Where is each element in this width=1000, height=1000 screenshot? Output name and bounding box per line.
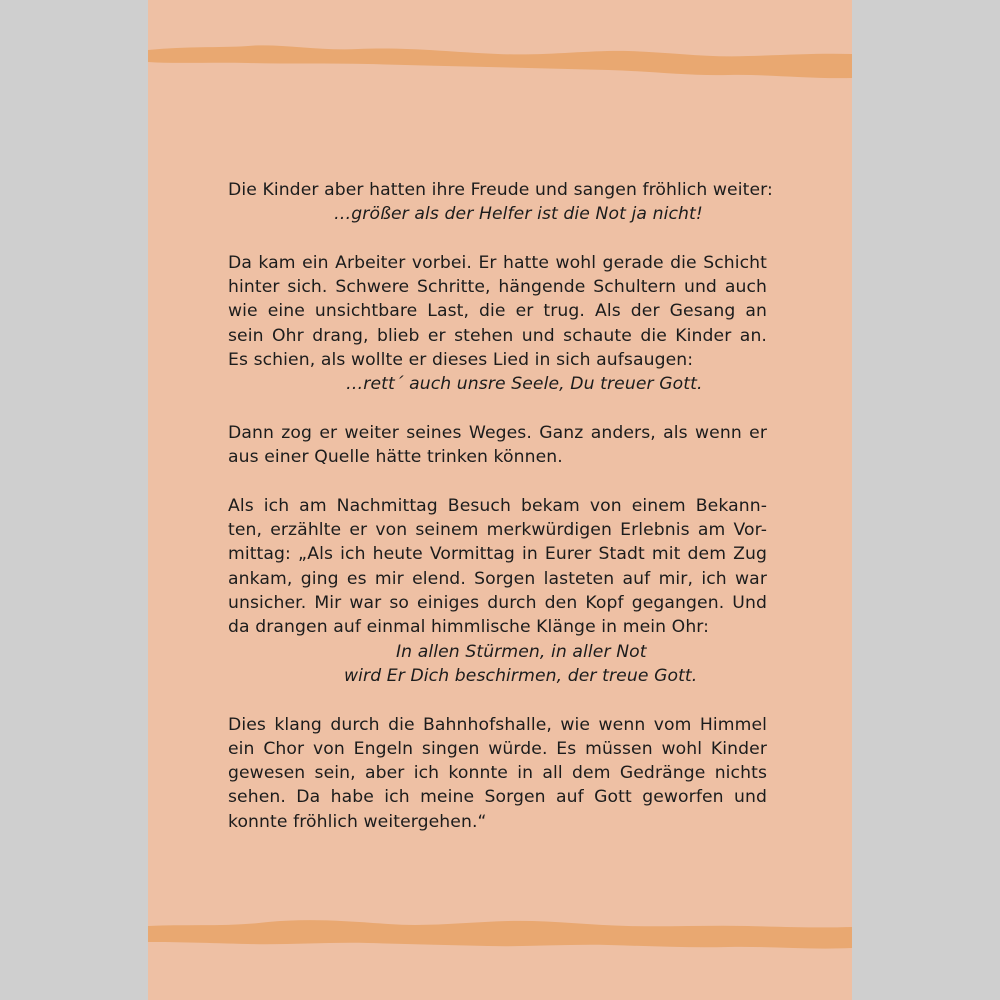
- top-wave-decoration: [148, 40, 852, 84]
- paragraph-1: [228, 178, 773, 227]
- text-line: ten, erzählte er von seinem merkwürdigen Erlebnis am Vor-: [228, 520, 767, 541]
- text-line: sein Ohr drang, blieb er stehen und schaute die Kinder an.: [228, 325, 767, 346]
- paragraph-5: [228, 713, 767, 834]
- text-line: konnte fröhlich weitergehen.“: [228, 811, 487, 832]
- text-line: mittag: „Als ich heute Vormittag in Eurer Stadt mit dem Zug: [228, 544, 767, 565]
- story-text: [228, 178, 773, 858]
- verse-line: In allen Stürmen, in aller Not: [396, 641, 647, 662]
- text-line: hinter sich. Schwere Schritte, hängende Schultern und auch: [228, 277, 767, 298]
- text-line: Die Kinder aber hatten ihre Freude und sangen fröhlich weiter:: [228, 180, 773, 200]
- text-line: ein Chor von Engeln singen würde. Es müssen wohl Kinder: [228, 738, 767, 759]
- verse-line: …rett´ auch unsre Seele, Du treuer Gott.: [346, 374, 703, 395]
- text-line: da drangen auf einmal himmlische Klänge in mein Ohr:: [228, 617, 710, 638]
- book-page: [148, 0, 852, 1000]
- verse-line: …größer als der Helfer ist die Not ja nicht!: [334, 204, 703, 225]
- text-line: Dann zog er weiter seines Weges. Ganz anders, als wenn er: [228, 422, 767, 443]
- text-line: unsicher. Mir war so einiges durch den Kopf gegangen. Und: [228, 593, 767, 614]
- top-wave-shape: [148, 45, 852, 78]
- text-line: Es schien, als wollte er dieses Lied in sich aufsaugen:: [228, 350, 694, 371]
- text-line: aus einer Quelle hätte trinken können.: [228, 447, 563, 468]
- text-line: Dies klang durch die Bahnhofshalle, wie wenn vom Himmel: [228, 714, 767, 735]
- paragraph-3: [228, 421, 767, 470]
- text-line: gewesen sein, aber ich konnte in all dem Gedränge nichts: [228, 763, 767, 784]
- paragraph-4: [228, 494, 767, 688]
- verse-line: wird Er Dich beschirmen, der treue Gott.: [344, 665, 698, 686]
- paragraph-2: [228, 251, 767, 397]
- text-line: sehen. Da habe ich meine Sorgen auf Gott geworfen und: [228, 787, 767, 808]
- text-line: Als ich am Nachmittag Besuch bekam von einem Bekann-: [228, 495, 767, 516]
- text-line: wie eine unsichtbare Last, die er trug. Als der Gesang an: [228, 301, 767, 322]
- bottom-wave-decoration: [148, 916, 852, 960]
- text-line: ankam, ging es mir elend. Sorgen lasteten auf mir, ich war: [228, 568, 767, 589]
- text-line: Da kam ein Arbeiter vorbei. Er hatte wohl gerade die Schicht: [228, 252, 767, 273]
- bottom-wave-shape: [148, 920, 852, 948]
